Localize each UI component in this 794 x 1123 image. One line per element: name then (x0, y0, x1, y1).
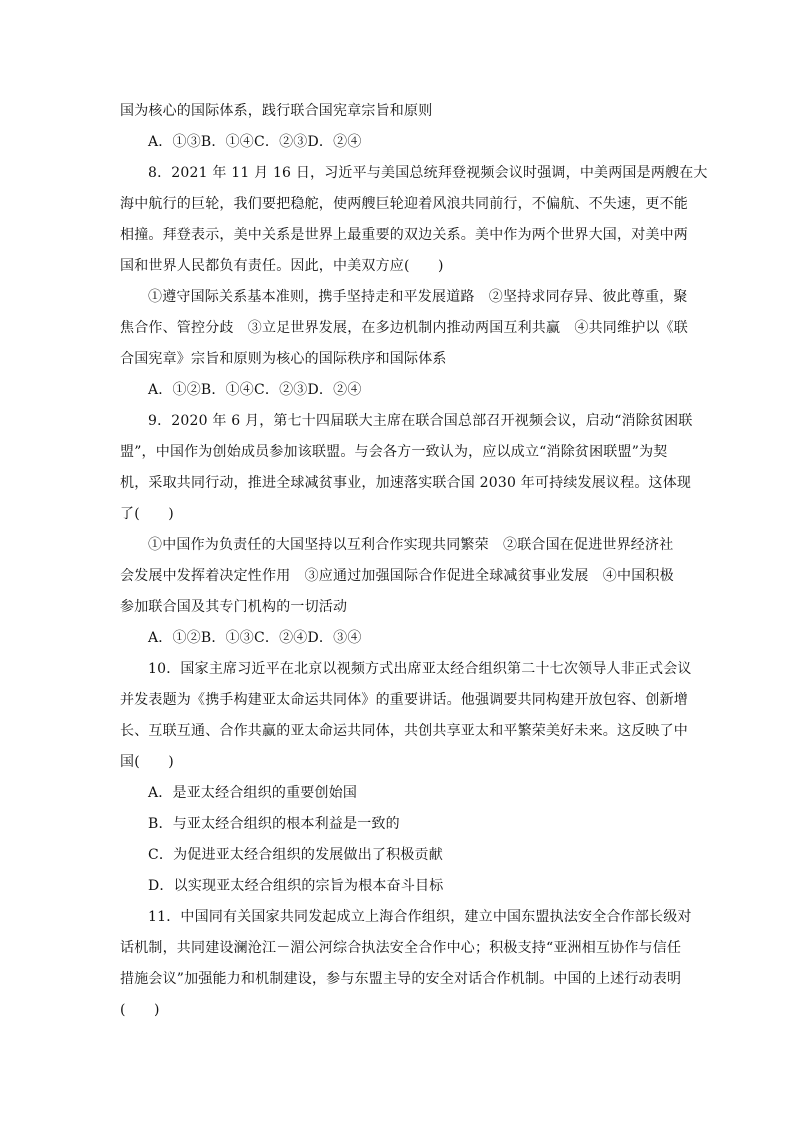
text-line: 机，采取共同行动，推进全球减贫事业，加速落实联合国 2030 年可持续发展议程。这体现 (120, 475, 692, 491)
text-line: 焦合作、管控分歧 ③立足世界发展，在多边机制内推动两国互利共赢 ④共同维护以《联 (120, 320, 688, 336)
text-line: 国( ) (120, 754, 174, 770)
text-line: 国和世界人民都负有责任。因此，中美双方应( ) (120, 258, 444, 274)
text-line: 相撞。拜登表示，美中关系是世界上最重要的双边关系。美中作为两个世界大国，对美中两 (120, 227, 688, 243)
question-10-stem: 10．国家主席习近平在北京以视频方式出席亚太经合组织第二十七次领导人非正式会议 (148, 661, 692, 677)
text-line: 国为核心的国际体系，践行联合国宪章宗旨和原则 (120, 103, 433, 119)
text-line: ( ) (120, 1002, 160, 1018)
text-line: 参加联合国及其专门机构的一切活动 (120, 599, 348, 615)
text-line: 海中航行的巨轮，我们要把稳舵，使两艘巨轮迎着风浪共同前行，不偏航、不失速，更不能 (120, 196, 688, 212)
option-b: B．与亚太经合组织的根本利益是一致的 (148, 816, 400, 832)
document-page (120, 96, 708, 1026)
answer-options: A．①③B．①④C．②③D．②④ (148, 134, 362, 150)
question-11-stem: 11．中国同有关国家共同发起成立上海合作组织，建立中国东盟执法安全合作部长级对 (148, 909, 692, 925)
text-line: 了( ) (120, 506, 174, 522)
question-9-stem: 9．2020 年 6 月，第七十四届联大主席在联合国总部召开视频会议，启动“消除贫困联 (148, 413, 693, 429)
text-line: 长、互联互通、合作共赢的亚太命运共同体，共创共享亚太和平繁荣美好未来。这反映了中 (120, 723, 688, 739)
answer-options: A．①②B．①④C．②③D．②④ (148, 382, 362, 398)
text-line: 盟”，中国作为创始成员参加该联盟。与会各方一致认为，应以成立“消除贫困联盟”为契 (120, 444, 668, 460)
question-8-statements: ①遵守国际关系基本准则，携手坚持走和平发展道路 ②坚持求同存异、彼此尊重，聚 (148, 289, 688, 305)
option-a: A．是亚太经合组织的重要创始国 (148, 785, 358, 801)
question-9-statements: ①中国作为负责任的大国坚持以互利合作实现共同繁荣 ②联合国在促进世界经济社 (148, 537, 674, 553)
text-line: 话机制，共同建设澜沧江－湄公河综合执法安全合作中心；积极支持“亚洲相互协作与信任 (120, 940, 682, 956)
option-d: D．以实现亚太经合组织的宗旨为根本奋斗目标 (148, 878, 444, 894)
option-c: C．为促进亚太经合组织的发展做出了积极贡献 (148, 847, 443, 863)
text-line: 合国宪章》宗旨和原则为核心的国际秩序和国际体系 (120, 351, 447, 367)
text-line: 措施会议”加强能力和机制建设，参与东盟主导的安全对话合作机制。中国的上述行动表明 (120, 971, 682, 987)
question-8-stem: 8．2021 年 11 月 16 日，习近平与美国总统拜登视频会议时强调，中美两国是两艘在大 (148, 165, 708, 181)
text-line: 并发表题为《携手构建亚太命运共同体》的重要讲话。他强调要共同构建开放包容、创新增 (120, 692, 688, 708)
text-line: 会发展中发挥着决定性作用 ③应通过加强国际合作促进全球减贫事业发展 ④中国积极 (120, 568, 674, 584)
answer-options: A．①②B．①③C．②④D．③④ (148, 630, 362, 646)
